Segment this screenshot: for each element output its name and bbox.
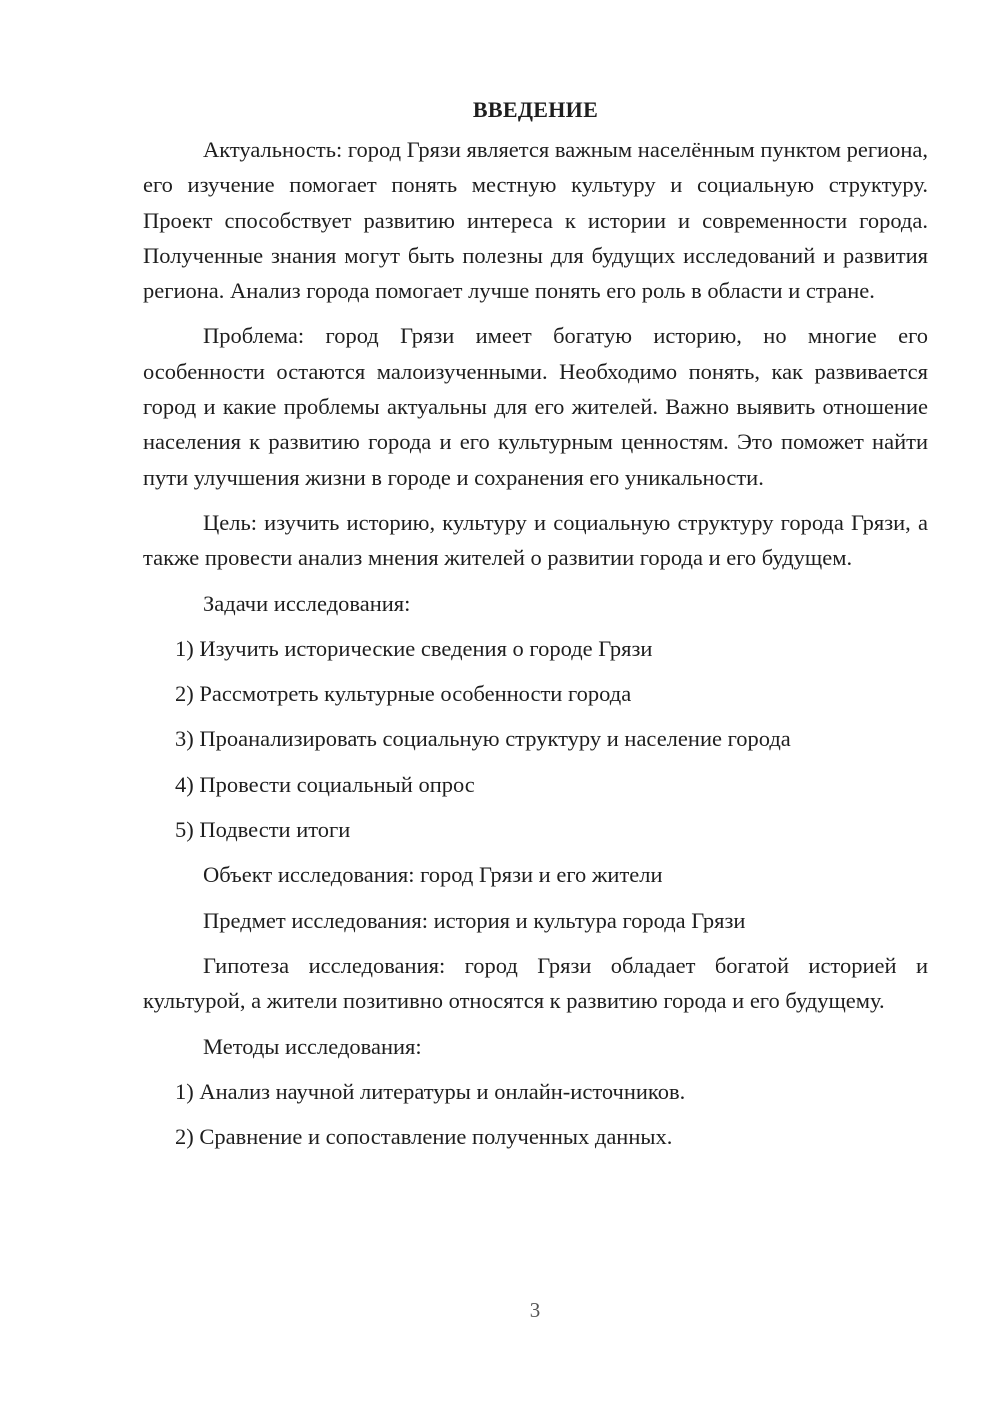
task-item: 2) Рассмотреть культурные особенности города: [175, 681, 632, 707]
research-object: Объект исследования: город Грязи и его жители: [203, 862, 663, 888]
method-item: 1) Анализ научной литературы и онлайн-источников.: [175, 1078, 686, 1104]
goal-paragraph: Цель: изучить историю, культуру и социальную структуру города Грязи, а также провести анализ мнения жителей о развитии города и его будущем.: [143, 509, 928, 571]
methods-label: Методы исследования:: [203, 1033, 422, 1059]
page-number: 3: [529, 1298, 541, 1322]
section-title: ВВЕДЕНИЕ: [472, 97, 599, 122]
hypothesis-paragraph: Гипотеза исследования: город Грязи обладает богатой историей и культурой, а жители позитивно относятся к развитию города и его будущему.: [143, 952, 928, 1014]
research-subject: Предмет исследования: история и культура города Грязи: [203, 907, 746, 933]
task-item: 3) Проанализировать социальную структуру и население города: [175, 726, 791, 752]
tasks-label: Задачи исследования:: [203, 590, 411, 616]
task-item: 5) Подвести итоги: [175, 817, 351, 843]
relevance-paragraph: Актуальность: город Грязи является важным населённым пунктом региона, его изучение помогает понять местную культуру и социальную структуру. Проект способствует развитию интереса к истории и современности города. Полученные знания могут быть полезны для будущих исследований и развития региона. Анализ города помогает лучше понять его роль в области и стране.: [143, 137, 928, 304]
problem-paragraph: Проблема: город Грязи имеет богатую историю, но многие его особенности остаются малоизученными. Необходимо понять, как развивается город и какие проблемы актуальны для его жителей. Важно выявить отношение населения к развитию города и его культурным ценностям. Это поможет найти пути улучшения жизни в городе и сохранения его уникальности.: [143, 323, 928, 490]
task-item: 1) Изучить исторические сведения о городе Грязи: [175, 635, 653, 661]
method-item: 2) Сравнение и сопоставление полученных данных.: [175, 1124, 673, 1150]
document-page: [143, 95, 928, 1164]
task-item: 4) Провести социальный опрос: [175, 771, 475, 797]
